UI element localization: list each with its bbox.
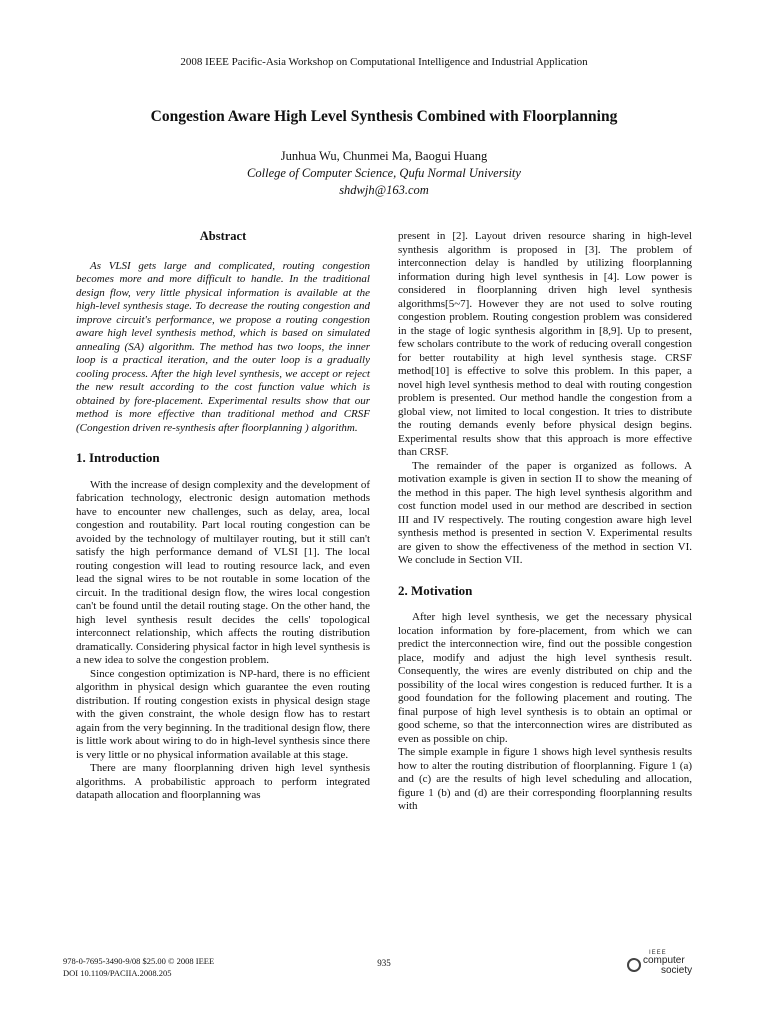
paper-title: Congestion Aware High Level Synthesis Combined with Floorplanning [150,108,618,125]
logo-ring-icon [627,958,641,972]
intro-paragraph-2: Since congestion optimization is NP-hard, there is no efficient algorithm in physical design which guarantee the even routing distribution. If routing congestion exists in physical design stage with the given constraint, the whole design flow has to restart again from the very beginning. In the traditional design flow, there is little work about wiring to do in high-level synthesis since there is very little or no physical information available at this stage. [76,667,370,761]
author-names: Junhua Wu, Chunmei Ma, Baogui Huang [280,149,488,163]
author-email: shdwjh@163.com [339,183,429,197]
author-block [0,148,768,199]
abstract-heading: Abstract [199,229,247,243]
motivation-heading: 2. Motivation [398,582,473,598]
author-affiliation: College of Computer Science, Qufu Normal University [247,166,521,180]
intro-paragraph-3-continued: present in [2]. Layout driven resource sharing in high-level synthesis algorithm is proposed in [3]. The problem of interconnection delay is handled by utilizing floorplanning information during high level synthesis in [4]. Low power is considered in floorplanning driven high level synthesis algorithms[5~7]. However they are not used to solve routing congestion problem. Routing congestion problem was considered in the stage of logic synthesis algorithm in [8,9]. Up to present, few scholars contribute to the work of reducing overall congestion for better routability at high level synthesis stage. CRSF method[10] is effective to solve this problem. In this paper, a novel high level synthesis method to deal with routing congestion problem is presented. Our method handle the congestion from a global view, not limited to local congestion. It tries to distribute the routing demands evenly before physical design begins. Experimental results show that this approach is more effective than CRSF. [398,230,692,458]
footer-isbn: 978-0-7695-3490-9/08 $25.00 © 2008 IEEE [63,956,215,966]
logo-ieee-text: IEEE [649,950,667,956]
motivation-paragraph-1: After high level synthesis, we get the necessary physical location information by fore-placement, from which we can predict the interconnection wire, find out the possible congestion place, modify and adjust the high level synthesis result. Consequently, the wires are evenly distributed on chip and the possibility of the local wires congestion is reduced further. It is a good foundation for the following placement and routing. The final purpose of high level synthesis is to obtain an optimal or good scheme, so that the interconnection wires are distributed as even as possible on chip. [398,611,692,745]
logo-text-computer: computer [643,955,685,966]
left-column [76,230,370,803]
right-column [398,230,692,814]
abstract [76,260,370,436]
introduction-heading: 1. Introduction [76,450,160,465]
logo-text-society: society [661,965,693,976]
footer-doi: DOI 10.1109/PACIIA.2008.205 [63,968,172,978]
motivation-paragraph-2: The simple example in figure 1 shows high level synthesis results how to alter the routing distribution of floorplanning. Figure 1 (a) and (c) are the results of high level scheduling and allocation, figure 1 (b) and (d) are their corresponding floorplanning results with [398,746,692,812]
computer-society-logo [627,950,717,984]
abstract-text: As VLSI gets large and complicated, routing congestion becomes more and more difficult to handle. In the traditional design flow, very little physical information is available at the high-level synthesis stage. To decrease the routing congestion and improve circuit's performance, we propose a routing congestion aware high level synthesis method, which is based on simulated annealing (SA) algorithm. The method has two loops, the inner loop is a practical iteration, and the outer loop is a gradually cooling process. After the high level synthesis, we accept or reject the new result according to the cost function value which is obtained by fore-placement. Experimental results show that our method is more effective than traditional method and CRSF (Congestion driven re-synthesis after floorplanning ) algorithm. [76,259,370,434]
intro-paragraph-1: With the increase of design complexity and the development of fabrication technology, electronic design automation methods have to encounter new challenges, such as delay, area, local congestion and routability. Part local routing congestion can be avoided by the technology of multilayer routing, but it still can't satisfy the high performance demand of VLSI [1]. The local routing congestion will lead to routing resource lack, and even lead the signal wires to be not routable in some location of the circuit. In the traditional design flow, the wires local congestion can't be found until the detail routing stage. On the other hand, the high level synthesis result decides the cells' topological interconnect relationship, which affects the routing distribution dramatically. Considering physical factor in high level synthesis is a new idea to solve the congestion problem. [76,478,370,666]
page-number: 935 [377,958,391,968]
conference-header: 2008 IEEE Pacific-Asia Workshop on Computational Intelligence and Industrial Application [180,56,588,68]
intro-paragraph-4: The remainder of the paper is organized as follows. A motivation example is given in section II to show the meaning of the method in this paper. The high level synthesis algorithm and cost function model used in our method are described in section III and IV respectively. The routing congestion aware high level synthesis method is presented in section V. Experimental results are given to show the effectiveness of the method in section VI. We conclude in Section VII. [398,459,692,566]
intro-paragraph-3: There are many floorplanning driven high level synthesis algorithms. A probabilistic approach to perform integrated datapath allocation and floorplanning was [76,762,370,801]
